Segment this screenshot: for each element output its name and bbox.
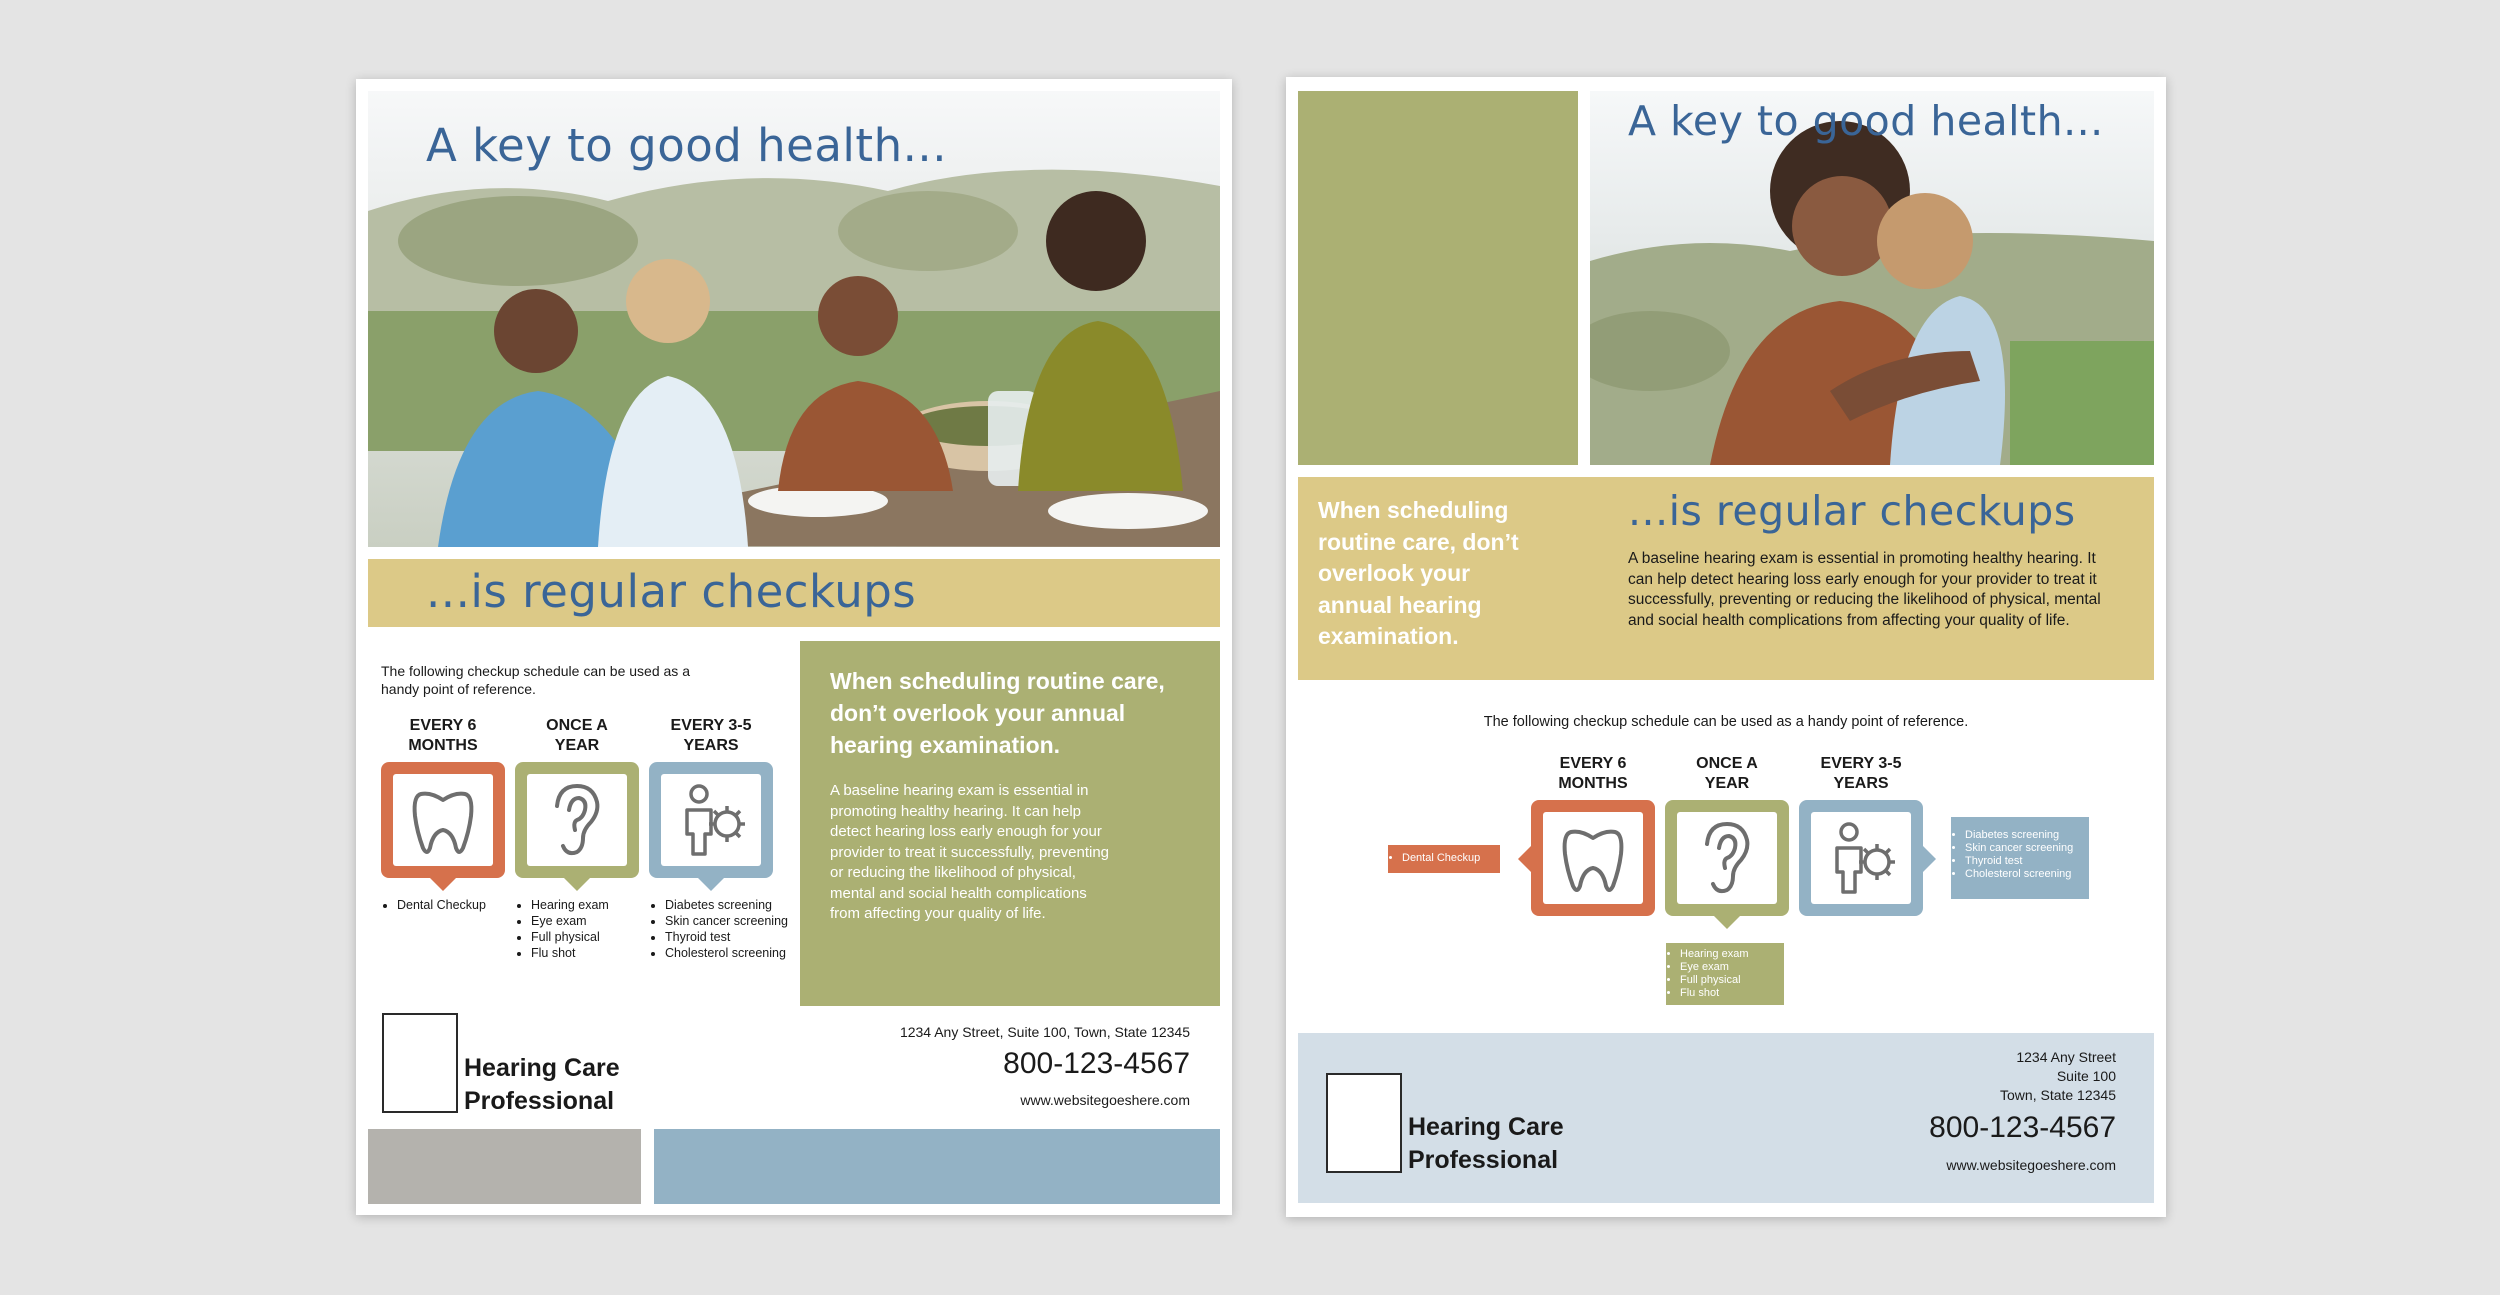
address-line-3: Town, State 12345 <box>2000 1087 2116 1103</box>
frequency-label-6-months: EVERY 6 MONTHS <box>408 717 478 754</box>
website: www.websitegoeshere.com <box>1020 1092 1190 1108</box>
olive-top-block <box>1298 91 1578 465</box>
hearing-pointer <box>1714 916 1740 929</box>
list-item: • Dental Checkup <box>397 897 505 913</box>
list-item: • Full physical <box>1680 974 1784 987</box>
footer-panel <box>1298 1033 2154 1203</box>
address-line-1: 1234 Any Street <box>2016 1049 2116 1065</box>
dental-icon-box <box>1531 800 1655 916</box>
list-item: • Dental Checkup <box>1402 852 1500 865</box>
headline: A key to good health... <box>426 119 948 172</box>
list-item: • Hearing exam <box>1680 948 1784 961</box>
list-item: • Diabetes screening <box>665 897 789 913</box>
doctor-gear-icon <box>661 774 761 866</box>
address-line-2: Suite 100 <box>2056 1068 2116 1084</box>
screening-tag <box>1951 817 2089 899</box>
hearing-tag <box>1666 943 1784 1005</box>
right-flyer <box>1286 77 2166 1217</box>
callout-body: A baseline hearing exam is essential in promoting healthy hearing. It can help detect hearing loss early enough for your provider to treat it successfully, preventing or reducing the likelihood of physical, mental and social health complications from affecting your quality of life. <box>830 782 1110 922</box>
hearing-pointer <box>564 878 590 891</box>
list-item: • Eye exam <box>531 913 639 929</box>
doctor-gear-icon <box>1811 812 1911 904</box>
frequency-label-3-5-years: EVERY 3-5 YEARS <box>670 717 752 754</box>
callout-heading: When scheduling routine care, don’t overlook your annual hearing examination. <box>1318 497 1519 649</box>
blue-footer-block <box>654 1129 1220 1204</box>
ear-icon <box>527 774 627 866</box>
list-item: • Skin cancer screening <box>665 913 789 929</box>
screening-pointer <box>698 878 724 891</box>
frequency-label-once-a-year: ONCE A YEAR <box>1696 755 1758 792</box>
screening-items-list <box>649 897 789 961</box>
schedule-intro: The following checkup schedule can be used as a handy point of reference. <box>1483 714 1969 730</box>
gray-footer-block <box>368 1129 641 1204</box>
list-item: • Hearing exam <box>531 897 639 913</box>
address: 1234 Any Street, Suite 100, Town, State 12345 <box>899 1024 1190 1040</box>
dental-items-list <box>381 897 505 913</box>
list-item: • Flu shot <box>1680 987 1784 1000</box>
callout-panel <box>800 641 1220 1006</box>
brand-name: Hearing Care Professional <box>1408 1113 1564 1174</box>
list-item: • Skin cancer screening <box>1965 842 2089 855</box>
body-text: A baseline hearing exam is essential in promoting healthy hearing. It can help detect hearing loss early enough for your provider to treat it successfully, preventing or reducing the likelihood of physical, mental and social health complications from affecting your quality of life. <box>1628 550 2101 629</box>
callout-heading: When scheduling routine care, don’t overlook your annual hearing examination. <box>830 668 1165 758</box>
screening-icon-box <box>1799 800 1923 916</box>
frequency-label-3-5-years: EVERY 3-5 YEARS <box>1820 755 1902 792</box>
list-item: • Thyroid test <box>665 929 789 945</box>
dental-pointer <box>1518 846 1531 872</box>
dental-tag <box>1388 845 1500 873</box>
family-dinner-photo <box>368 91 1220 547</box>
ear-icon <box>1677 812 1777 904</box>
left-flyer <box>356 79 1232 1215</box>
mother-child-photo <box>1590 91 2154 465</box>
subheadline-band <box>368 559 1220 627</box>
logo-placeholder <box>1326 1073 1402 1173</box>
list-item: • Flu shot <box>531 945 639 961</box>
list-item: • Full physical <box>531 929 639 945</box>
list-item: • Thyroid test <box>1965 855 2089 868</box>
logo-placeholder <box>382 1013 458 1113</box>
phone-number: 800-123-4567 <box>1003 1047 1190 1080</box>
frequency-label-6-months: EVERY 6 MONTHS <box>1558 755 1628 792</box>
screening-icon-box <box>649 762 773 878</box>
headline: A key to good health... <box>1628 97 2104 145</box>
screening-pointer <box>1923 846 1936 872</box>
hearing-items-list <box>515 897 639 961</box>
dental-icon-box <box>381 762 505 878</box>
tooth-icon <box>393 774 493 866</box>
subheadline: ...is regular checkups <box>426 565 917 618</box>
brand-name: Hearing Care Professional <box>464 1054 620 1115</box>
tooth-icon <box>1543 812 1643 904</box>
list-item: • Cholesterol screening <box>1965 868 2089 881</box>
phone-number: 800-123-4567 <box>1929 1111 2116 1144</box>
list-item: • Eye exam <box>1680 961 1784 974</box>
hearing-icon-box <box>1665 800 1789 916</box>
subheadline: ...is regular checkups <box>1628 487 2076 535</box>
list-item: • Cholesterol screening <box>665 945 789 961</box>
dental-pointer <box>430 878 456 891</box>
schedule-intro: The following checkup schedule can be used as a handy point of reference. <box>381 663 690 697</box>
list-item: • Diabetes screening <box>1965 829 2089 842</box>
gold-info-band <box>1298 477 2154 680</box>
frequency-label-once-a-year: ONCE A YEAR <box>546 717 608 754</box>
website: www.websitegoeshere.com <box>1946 1157 2116 1173</box>
hearing-icon-box <box>515 762 639 878</box>
